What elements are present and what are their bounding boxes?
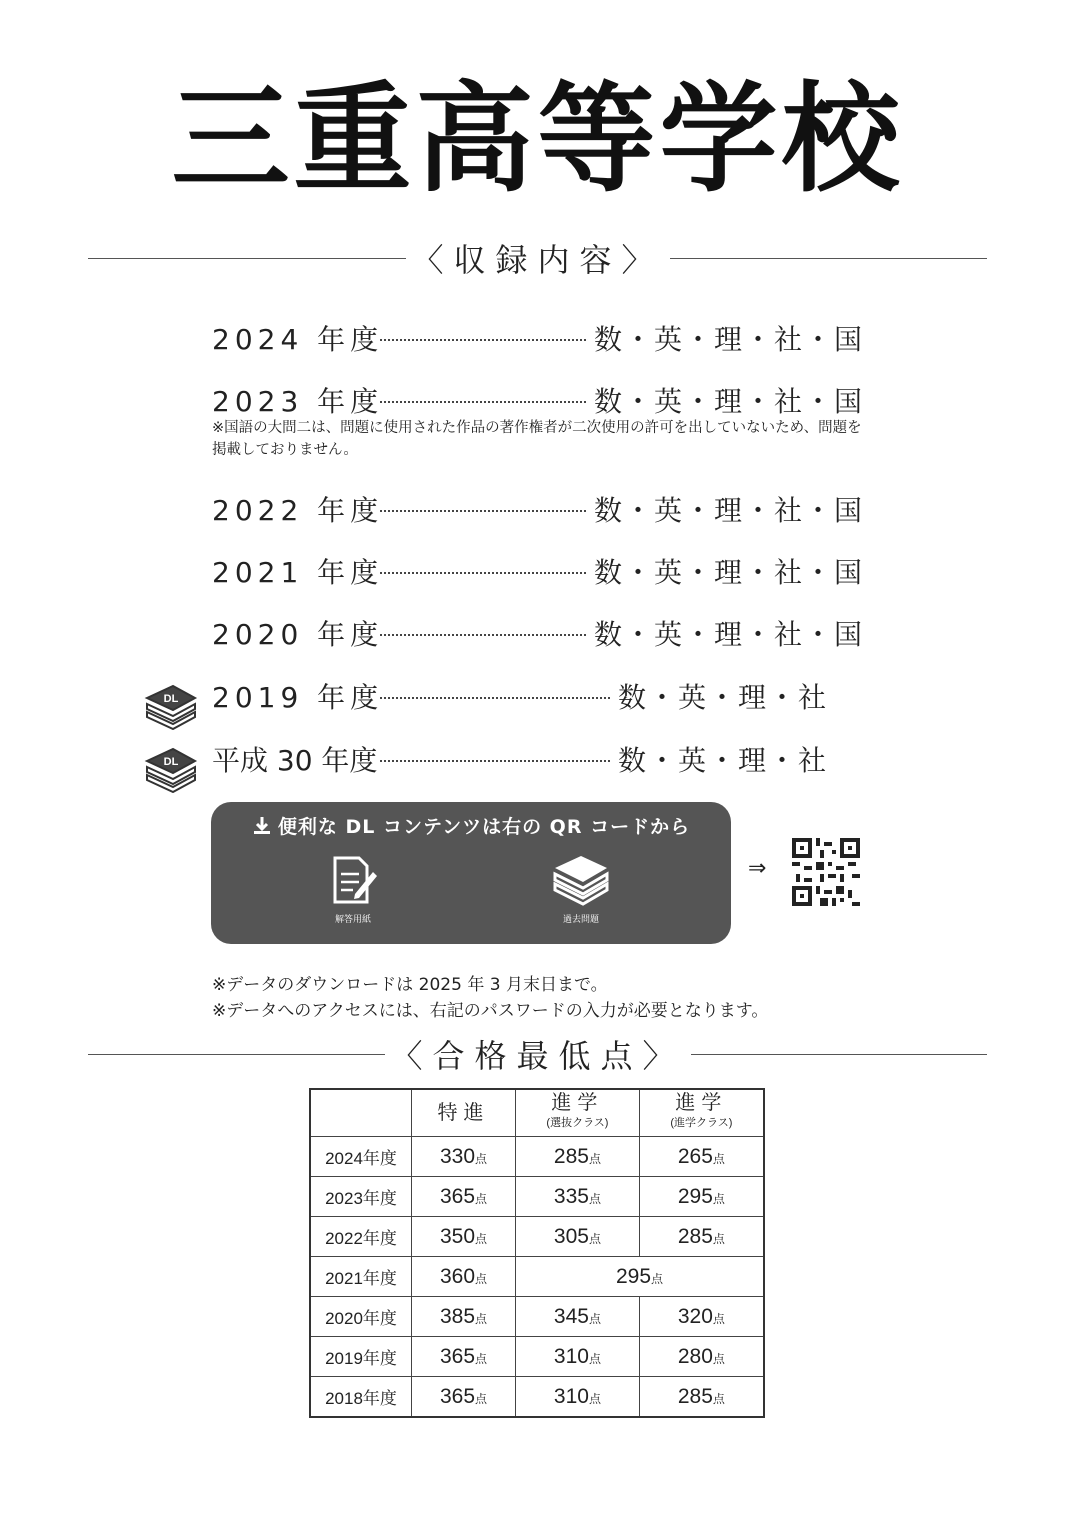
table-row (310, 1377, 764, 1418)
score-cell: 285点 (639, 1217, 764, 1257)
score-cell: 350点 (412, 1217, 516, 1257)
entry-subjects: 数・英・理・社 (618, 744, 829, 777)
table-row (310, 1137, 764, 1177)
row-year: 2020年度 (310, 1297, 412, 1337)
dl-notes (212, 972, 912, 1024)
score-cell: 280点 (639, 1337, 764, 1377)
score-cell: 285点 (516, 1137, 640, 1177)
heading-rule-right (691, 1054, 988, 1055)
svg-text:DL: DL (163, 756, 179, 768)
table-row (310, 1257, 764, 1297)
contents-entry (212, 489, 864, 529)
row-year: 2019年度 (310, 1337, 412, 1377)
contents-heading-label: 〈収録内容〉 (411, 241, 664, 279)
col-header-tokushin: 特進 (412, 1089, 516, 1137)
entry-year: 平成 30 年度 (212, 744, 378, 777)
col-header-shingaku: 進学 (進学クラス) (639, 1089, 764, 1137)
contents-entry (212, 613, 864, 653)
entry-year: 2019 年度 (212, 681, 384, 714)
dl-note-line: ※データへのアクセスには、右記のパスワードの入力が必要となります。 (212, 1001, 769, 1021)
row-year: 2024年度 (310, 1137, 412, 1177)
dl-panel-header-text: 便利な DL コンテンツは右の QR コードから (277, 816, 691, 838)
score-cell: 335点 (516, 1177, 640, 1217)
contents-heading (88, 238, 987, 278)
dot-leader (380, 339, 586, 341)
entry-year: 2023 年度 (212, 385, 384, 418)
dl-note-line: ※データのダウンロードは 2025 年 3 月末日まで。 (212, 975, 608, 995)
minimum-score-table (309, 1088, 765, 1418)
contents-entry (212, 380, 864, 420)
dl-past-exams-caption: 過去問題 (562, 915, 599, 925)
dl-book-icon (143, 747, 199, 793)
score-cell: 365点 (412, 1337, 516, 1377)
row-year: 2023年度 (310, 1177, 412, 1217)
dot-leader (380, 760, 610, 762)
contents-entry (212, 676, 864, 716)
score-cell: 310点 (516, 1377, 640, 1418)
entry-subjects: 数・英・理・社・国 (593, 556, 864, 589)
entry-subjects: 数・英・理・社・国 (593, 618, 864, 651)
entry-subjects: 数・英・理・社・国 (593, 385, 864, 418)
dot-leader (380, 401, 586, 403)
dl-panel-header (211, 812, 731, 841)
entry-subjects: 数・英・理・社 (618, 681, 829, 714)
answer-sheet-icon (325, 854, 381, 906)
row-year: 2022年度 (310, 1217, 412, 1257)
dl-book-icon (143, 684, 199, 730)
contents-entry (212, 739, 864, 779)
heading-rule-left (88, 1054, 385, 1055)
contents-entry (212, 551, 864, 591)
score-cell-merged: 295点 (516, 1257, 764, 1297)
score-cell: 320点 (639, 1297, 764, 1337)
entry-year: 2021 年度 (212, 556, 384, 589)
entry-year: 2020 年度 (212, 618, 384, 651)
dl-answer-sheet-caption: 解答用紙 (334, 915, 371, 925)
table-row (310, 1217, 764, 1257)
row-year: 2018年度 (310, 1377, 412, 1418)
book-stack-icon (551, 854, 611, 906)
heading-rule-left (88, 258, 406, 259)
page-title: 三重高等学校 (171, 70, 904, 208)
table-header-row (310, 1089, 764, 1137)
score-cell: 310点 (516, 1337, 640, 1377)
table-row (310, 1177, 764, 1217)
entry-year: 2022 年度 (212, 494, 384, 527)
table-corner-cell (310, 1089, 412, 1137)
score-cell: 305点 (516, 1217, 640, 1257)
svg-text:DL: DL (163, 693, 179, 705)
row-year: 2021年度 (310, 1257, 412, 1297)
col-header-shingaku-senbatsu: 進学 (選抜クラス) (516, 1089, 640, 1137)
score-cell: 385点 (412, 1297, 516, 1337)
scores-heading-label: 〈合格最低点〉 (390, 1037, 685, 1075)
entry-year: 2024 年度 (212, 323, 384, 356)
download-icon (252, 816, 272, 841)
score-cell: 365点 (412, 1177, 516, 1217)
dl-past-exams[interactable] (521, 854, 641, 925)
dot-leader (380, 510, 586, 512)
qr-code[interactable] (792, 838, 860, 906)
note-2023: ※国語の大問二は、問題に使用された作品の著作権者が二次使用の許可を出していないため、問題を掲載しておりません。 (212, 420, 862, 458)
entry-subjects: 数・英・理・社・国 (593, 323, 864, 356)
dl-contents-panel (211, 802, 731, 944)
score-cell: 295点 (639, 1177, 764, 1217)
score-cell: 285点 (639, 1377, 764, 1418)
heading-rule-right (670, 258, 988, 259)
scores-heading (88, 1034, 987, 1074)
score-cell: 330点 (412, 1137, 516, 1177)
score-cell: 365点 (412, 1377, 516, 1418)
score-cell: 360点 (412, 1257, 516, 1297)
dot-leader (380, 697, 610, 699)
dl-answer-sheet[interactable] (293, 854, 413, 925)
qr-arrow: ⇒ (748, 856, 767, 881)
score-cell: 345点 (516, 1297, 640, 1337)
contents-entry (212, 318, 864, 358)
dot-leader (380, 572, 586, 574)
entry-subjects: 数・英・理・社・国 (593, 494, 864, 527)
table-row (310, 1297, 764, 1337)
score-cell: 265点 (639, 1137, 764, 1177)
dot-leader (380, 634, 586, 636)
table-row (310, 1337, 764, 1377)
